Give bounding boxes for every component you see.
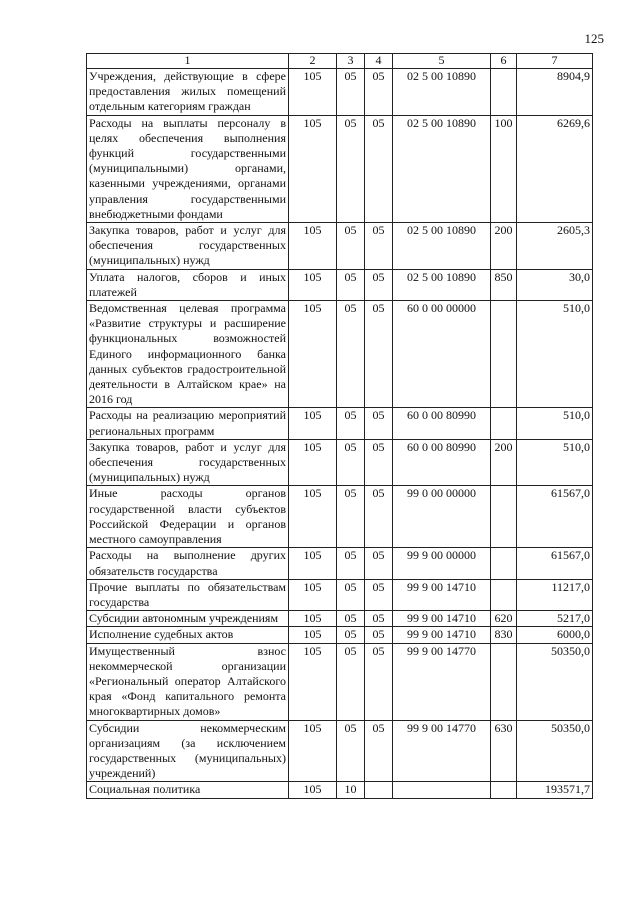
section-code: 05 [337, 643, 365, 720]
expense-name: Уплата налогов, сборов и иных платежей [87, 269, 289, 300]
subsection-code: 05 [365, 643, 393, 720]
expense-type-code [491, 486, 517, 548]
expense-type-code [491, 69, 517, 116]
subsection-code: 05 [365, 627, 393, 643]
expense-type-code: 830 [491, 627, 517, 643]
ministry-code: 105 [289, 439, 337, 486]
section-code: 05 [337, 579, 365, 610]
table-row [87, 611, 593, 627]
column-header: 3 [337, 54, 365, 69]
target-item-code: 99 9 00 14710 [393, 611, 491, 627]
target-item-code: 02 5 00 10890 [393, 69, 491, 116]
target-item-code: 99 0 00 00000 [393, 486, 491, 548]
expense-name: Имущественный взнос некоммерческой организации «Региональный оператор Алтайского края «Фонд капитального ремонта многоквартирных домов» [87, 643, 289, 720]
table-row [87, 579, 593, 610]
expense-type-code: 100 [491, 115, 517, 222]
amount: 8904,9 [517, 69, 593, 116]
subsection-code: 05 [365, 548, 393, 579]
amount: 6000,0 [517, 627, 593, 643]
expense-name: Субсидии некоммерческим организациям (за исключением государственных (муниципальных) учреждений) [87, 720, 289, 782]
column-header: 7 [517, 54, 593, 69]
ministry-code: 105 [289, 223, 337, 270]
amount: 510,0 [517, 439, 593, 486]
subsection-code: 05 [365, 579, 393, 610]
expense-name: Исполнение судебных актов [87, 627, 289, 643]
expense-name: Иные расходы органов государственной власти субъектов Российской Федерации и органов местного самоуправления [87, 486, 289, 548]
table-row [87, 720, 593, 782]
table-row [87, 627, 593, 643]
target-item-code: 60 0 00 80990 [393, 439, 491, 486]
ministry-code: 105 [289, 611, 337, 627]
amount: 2605,3 [517, 223, 593, 270]
section-code: 05 [337, 439, 365, 486]
section-code: 05 [337, 223, 365, 270]
table-row [87, 69, 593, 116]
expense-type-code: 630 [491, 720, 517, 782]
expense-name: Расходы на выполнение других обязательств государства [87, 548, 289, 579]
table-body [87, 69, 593, 799]
column-header: 6 [491, 54, 517, 69]
table-row [87, 548, 593, 579]
subsection-code: 05 [365, 611, 393, 627]
expense-name: Прочие выплаты по обязательствам государства [87, 579, 289, 610]
target-item-code: 02 5 00 10890 [393, 115, 491, 222]
section-code: 05 [337, 115, 365, 222]
target-item-code: 02 5 00 10890 [393, 223, 491, 270]
table-row [87, 408, 593, 439]
expense-type-code: 200 [491, 223, 517, 270]
amount: 11217,0 [517, 579, 593, 610]
section-code: 05 [337, 627, 365, 643]
expense-name: Закупка товаров, работ и услуг для обеспечения государственных (муниципальных) нужд [87, 439, 289, 486]
amount: 61567,0 [517, 486, 593, 548]
amount: 6269,6 [517, 115, 593, 222]
section-code: 05 [337, 408, 365, 439]
amount: 510,0 [517, 301, 593, 408]
section-code: 05 [337, 301, 365, 408]
table-row [87, 643, 593, 720]
target-item-code: 99 9 00 14710 [393, 579, 491, 610]
ministry-code: 105 [289, 579, 337, 610]
target-item-code [393, 782, 491, 798]
amount: 193571,7 [517, 782, 593, 798]
table-row [87, 782, 593, 798]
table-row [87, 223, 593, 270]
table-row [87, 269, 593, 300]
section-code: 05 [337, 486, 365, 548]
expense-type-code [491, 643, 517, 720]
expense-type-code [491, 579, 517, 610]
target-item-code: 99 9 00 00000 [393, 548, 491, 579]
expense-name: Расходы на реализацию мероприятий региональных программ [87, 408, 289, 439]
subsection-code: 05 [365, 301, 393, 408]
subsection-code: 05 [365, 486, 393, 548]
ministry-code: 105 [289, 486, 337, 548]
target-item-code: 99 9 00 14770 [393, 720, 491, 782]
page-number: 125 [584, 31, 604, 46]
expense-type-code [491, 301, 517, 408]
column-header: 5 [393, 54, 491, 69]
subsection-code: 05 [365, 223, 393, 270]
table-header-row [87, 54, 593, 69]
table-row [87, 115, 593, 222]
amount: 50350,0 [517, 643, 593, 720]
subsection-code: 05 [365, 115, 393, 222]
column-header: 4 [365, 54, 393, 69]
table-row [87, 439, 593, 486]
amount: 5217,0 [517, 611, 593, 627]
section-code: 05 [337, 548, 365, 579]
target-item-code: 99 9 00 14770 [393, 643, 491, 720]
expense-name: Расходы на выплаты персоналу в целях обеспечения выполнения функций государственными (муниципальными) органами, казенными учреждениями, органами управления государственными внебюджетными фондами [87, 115, 289, 222]
ministry-code: 105 [289, 269, 337, 300]
expense-name: Ведомственная целевая программа «Развитие структуры и расширение функциональных возможностей Единого информационного банка данных субъектов градостроительной деятельности в Алтайском крае» на 2016 год [87, 301, 289, 408]
section-code: 05 [337, 720, 365, 782]
ministry-code: 105 [289, 627, 337, 643]
subsection-code: 05 [365, 439, 393, 486]
subsection-code: 05 [365, 269, 393, 300]
budget-table [86, 53, 593, 799]
ministry-code: 105 [289, 782, 337, 798]
expense-name: Закупка товаров, работ и услуг для обеспечения государственных (муниципальных) нужд [87, 223, 289, 270]
expense-name: Социальная политика [87, 782, 289, 798]
ministry-code: 105 [289, 301, 337, 408]
section-code: 05 [337, 269, 365, 300]
ministry-code: 105 [289, 720, 337, 782]
amount: 50350,0 [517, 720, 593, 782]
expense-type-code: 850 [491, 269, 517, 300]
target-item-code: 02 5 00 10890 [393, 269, 491, 300]
expense-type-code: 620 [491, 611, 517, 627]
expense-name: Субсидии автономным учреждениям [87, 611, 289, 627]
subsection-code: 05 [365, 408, 393, 439]
target-item-code: 60 0 00 80990 [393, 408, 491, 439]
target-item-code: 99 9 00 14710 [393, 627, 491, 643]
expense-name: Учреждения, действующие в сфере предоставления жилых помещений отдельным категориям граждан [87, 69, 289, 116]
expense-type-code: 200 [491, 439, 517, 486]
ministry-code: 105 [289, 115, 337, 222]
target-item-code: 60 0 00 00000 [393, 301, 491, 408]
ministry-code: 105 [289, 548, 337, 579]
expense-type-code [491, 782, 517, 798]
section-code: 05 [337, 69, 365, 116]
section-code: 10 [337, 782, 365, 798]
column-header: 1 [87, 54, 289, 69]
subsection-code: 05 [365, 69, 393, 116]
table-row [87, 301, 593, 408]
ministry-code: 105 [289, 69, 337, 116]
expense-type-code [491, 548, 517, 579]
ministry-code: 105 [289, 643, 337, 720]
column-header: 2 [289, 54, 337, 69]
amount: 510,0 [517, 408, 593, 439]
expense-type-code [491, 408, 517, 439]
amount: 30,0 [517, 269, 593, 300]
ministry-code: 105 [289, 408, 337, 439]
amount: 61567,0 [517, 548, 593, 579]
table-row [87, 486, 593, 548]
section-code: 05 [337, 611, 365, 627]
subsection-code [365, 782, 393, 798]
subsection-code: 05 [365, 720, 393, 782]
